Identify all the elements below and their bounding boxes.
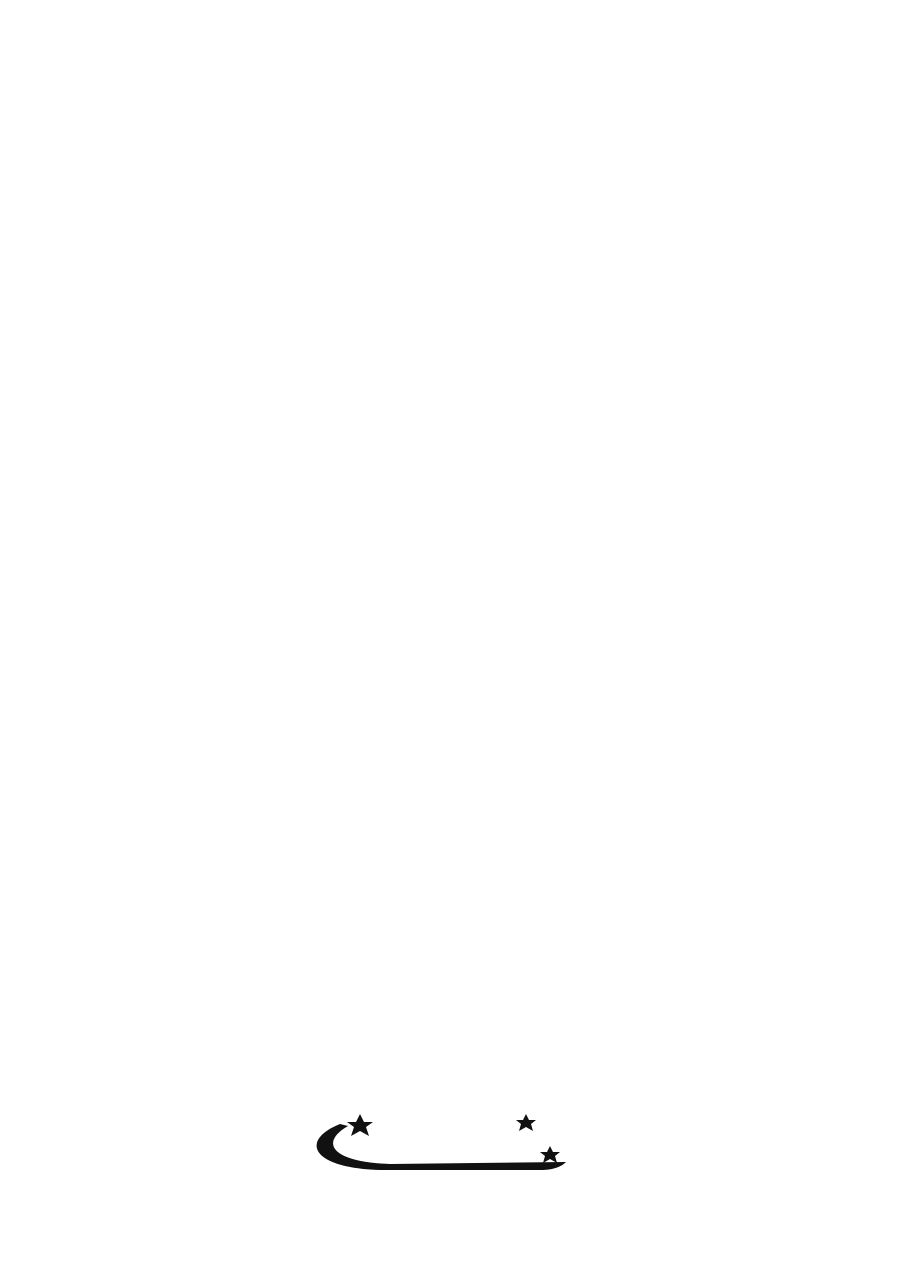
- star-icon: [540, 1146, 560, 1163]
- star-icon: [347, 1114, 373, 1136]
- emr-logo: [300, 1106, 600, 1194]
- star-icon: [516, 1114, 536, 1131]
